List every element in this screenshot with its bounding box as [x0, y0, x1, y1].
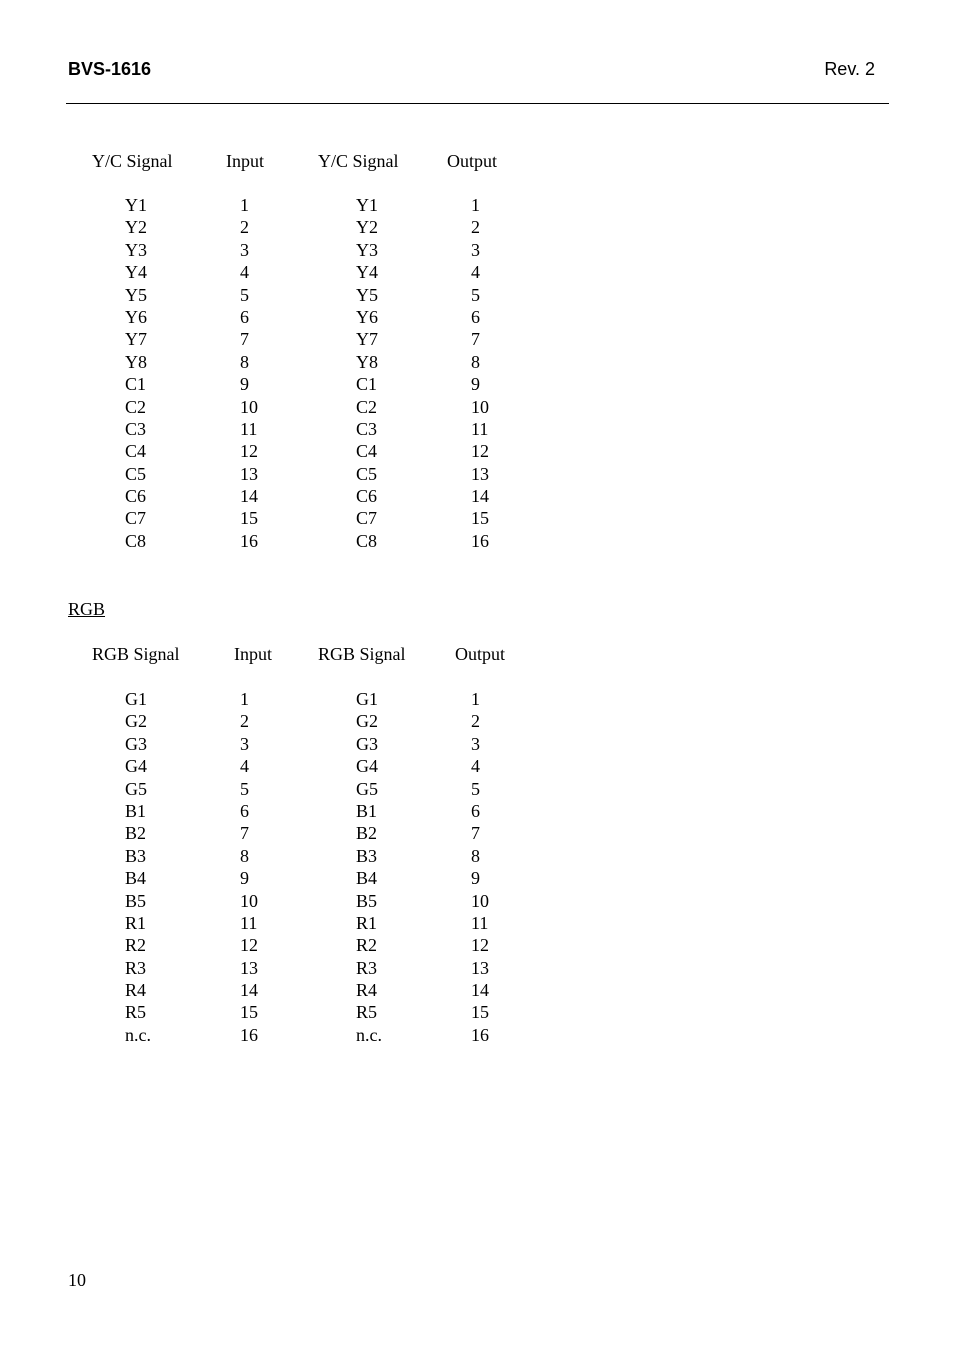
yc-cell-signal-in: C7 [125, 508, 147, 529]
rgb-table-row [0, 1025, 954, 1047]
rgb-cell-input: 10 [240, 890, 258, 911]
rgb-cell-input: 3 [240, 733, 249, 754]
rgb-section-label: RGB [68, 599, 106, 619]
rgb-cell-output: 12 [471, 935, 489, 956]
rgb-cell-input: 4 [240, 756, 249, 777]
rgb-cell-input: 11 [240, 912, 258, 933]
yc-header-signal-in: Y/C Signal [92, 151, 173, 171]
rgb-cell-signal-out: B2 [356, 823, 378, 844]
yc-header-input: Input [226, 151, 264, 171]
yc-cell-signal-in: Y1 [125, 195, 147, 215]
yc-cell-output: 16 [471, 530, 489, 551]
yc-cell-signal-out: C3 [356, 418, 378, 439]
yc-table-row [0, 441, 954, 463]
yc-cell-output: 9 [471, 374, 480, 395]
yc-cell-signal-out: C4 [356, 441, 378, 462]
yc-cell-signal-in: Y7 [125, 329, 147, 350]
rgb-cell-input: 2 [240, 711, 249, 732]
rgb-cell-output: 2 [471, 711, 480, 732]
rgb-cell-signal-in: n.c. [125, 1024, 151, 1045]
rgb-table-row [0, 711, 954, 733]
yc-cell-output: 8 [471, 351, 480, 372]
rgb-table-row [0, 823, 954, 845]
rgb-cell-signal-out: R4 [356, 980, 378, 1001]
rgb-cell-signal-in: G4 [125, 756, 147, 777]
rgb-cell-output: 5 [471, 778, 480, 799]
yc-table-row [0, 240, 954, 262]
yc-cell-output: 1 [471, 195, 480, 215]
yc-cell-signal-in: Y6 [125, 306, 147, 327]
yc-table-body [0, 195, 954, 553]
rgb-table-row [0, 868, 954, 890]
yc-table-row [0, 486, 954, 508]
rgb-table-row [0, 913, 954, 935]
yc-cell-signal-out: Y4 [356, 262, 378, 283]
rgb-cell-signal-in: R1 [125, 912, 147, 933]
rgb-table-row [0, 756, 954, 778]
rgb-cell-output: 6 [471, 800, 480, 821]
yc-cell-signal-out: Y8 [356, 351, 378, 372]
rgb-cell-input: 6 [240, 800, 249, 821]
yc-cell-output: 3 [471, 239, 480, 260]
yc-cell-output: 12 [471, 441, 489, 462]
yc-table-header [78, 151, 501, 173]
rgb-header-signal-in: RGB Signal [92, 644, 180, 664]
yc-table-row [0, 352, 954, 374]
rgb-table-row [0, 801, 954, 823]
yc-table-row [0, 419, 954, 441]
rgb-cell-signal-out: B3 [356, 845, 378, 866]
yc-cell-signal-in: Y8 [125, 351, 147, 372]
yc-cell-input: 15 [240, 508, 258, 529]
yc-cell-signal-in: Y4 [125, 262, 147, 283]
yc-cell-input: 9 [240, 374, 249, 395]
yc-cell-signal-in: C4 [125, 441, 147, 462]
yc-cell-signal-out: C1 [356, 374, 378, 395]
yc-header-output: Output [447, 151, 498, 171]
rgb-cell-output: 3 [471, 733, 480, 754]
rgb-cell-signal-out: R3 [356, 957, 378, 978]
rgb-cell-signal-out: G3 [356, 733, 378, 754]
rgb-cell-signal-in: R4 [125, 980, 147, 1001]
yc-cell-signal-out: Y6 [356, 306, 378, 327]
yc-table-row [0, 307, 954, 329]
yc-cell-input: 11 [240, 418, 258, 439]
yc-cell-output: 5 [471, 284, 480, 305]
yc-table-row [0, 329, 954, 351]
yc-cell-output: 15 [471, 508, 489, 529]
yc-cell-output: 6 [471, 306, 480, 327]
revision-label: Rev. 2 [824, 59, 875, 79]
yc-table-row [0, 374, 954, 396]
rgb-cell-output: 7 [471, 823, 480, 844]
rgb-cell-signal-out: B1 [356, 800, 378, 821]
rgb-cell-input: 8 [240, 845, 249, 866]
yc-cell-signal-in: C8 [125, 530, 147, 551]
rgb-table-row [0, 689, 954, 711]
yc-table-row [0, 531, 954, 553]
rgb-header-input: Input [234, 644, 272, 664]
rgb-cell-output: 16 [471, 1024, 489, 1045]
yc-cell-input: 2 [240, 217, 249, 238]
rgb-table-row [0, 891, 954, 913]
rgb-cell-output: 8 [471, 845, 480, 866]
yc-cell-signal-out: C6 [356, 486, 378, 507]
rgb-cell-signal-out: R2 [356, 935, 378, 956]
yc-cell-output: 10 [471, 396, 489, 417]
rgb-cell-output: 10 [471, 890, 489, 911]
yc-table-row [0, 217, 954, 239]
header-divider [66, 103, 889, 104]
rgb-table-row [0, 980, 954, 1002]
yc-table-row [0, 195, 954, 217]
yc-cell-signal-in: C3 [125, 418, 147, 439]
yc-cell-output: 2 [471, 217, 480, 238]
rgb-cell-signal-out: R1 [356, 912, 378, 933]
rgb-cell-input: 5 [240, 778, 249, 799]
rgb-table-row [0, 846, 954, 868]
rgb-cell-signal-out: R5 [356, 1002, 378, 1023]
yc-cell-signal-out: C5 [356, 463, 378, 484]
yc-cell-input: 10 [240, 396, 258, 417]
rgb-table-row [0, 779, 954, 801]
yc-cell-output: 11 [471, 418, 489, 439]
yc-table-row [0, 262, 954, 284]
rgb-cell-signal-in: G2 [125, 711, 147, 732]
yc-table-row [0, 464, 954, 486]
yc-cell-input: 13 [240, 463, 258, 484]
yc-cell-output: 13 [471, 463, 489, 484]
rgb-cell-input: 16 [240, 1024, 258, 1045]
rgb-cell-signal-in: B5 [125, 890, 147, 911]
document-title: BVS-1616 [68, 59, 152, 79]
yc-cell-input: 12 [240, 441, 258, 462]
yc-cell-signal-in: C1 [125, 374, 147, 395]
yc-cell-input: 5 [240, 284, 249, 305]
yc-cell-signal-out: C2 [356, 396, 378, 417]
yc-cell-signal-in: Y5 [125, 284, 147, 305]
rgb-header-output: Output [455, 644, 506, 664]
rgb-cell-input: 14 [240, 980, 258, 1001]
rgb-cell-signal-out: G5 [356, 778, 378, 799]
yc-cell-signal-in: C6 [125, 486, 147, 507]
rgb-table-row [0, 958, 954, 980]
rgb-table-row [0, 734, 954, 756]
rgb-cell-signal-out: B5 [356, 890, 378, 911]
yc-cell-signal-out: C7 [356, 508, 378, 529]
rgb-header-signal-out: RGB Signal [318, 644, 406, 664]
rgb-cell-input: 13 [240, 957, 258, 978]
page-number: 10 [68, 1270, 86, 1290]
yc-cell-signal-in: C5 [125, 463, 147, 484]
yc-cell-output: 4 [471, 262, 480, 283]
rgb-table-header [78, 644, 508, 666]
yc-table-row [0, 397, 954, 419]
rgb-cell-signal-out: G2 [356, 711, 378, 732]
yc-header-signal-out: Y/C Signal [318, 151, 399, 171]
yc-cell-input: 4 [240, 262, 249, 283]
yc-cell-signal-out: Y1 [356, 195, 378, 215]
yc-cell-signal-out: Y7 [356, 329, 378, 350]
yc-cell-input: 7 [240, 329, 249, 350]
rgb-cell-signal-in: R2 [125, 935, 147, 956]
yc-cell-input: 3 [240, 239, 249, 260]
rgb-cell-signal-in: B1 [125, 800, 147, 821]
yc-cell-signal-in: C2 [125, 396, 147, 417]
rgb-cell-signal-out: G4 [356, 756, 378, 777]
rgb-cell-output: 14 [471, 980, 489, 1001]
yc-cell-signal-out: Y3 [356, 239, 378, 260]
rgb-cell-output: 15 [471, 1002, 489, 1023]
yc-cell-output: 14 [471, 486, 489, 507]
rgb-cell-input: 1 [240, 689, 249, 709]
yc-table-row [0, 508, 954, 530]
yc-cell-signal-in: Y3 [125, 239, 147, 260]
yc-table-row [0, 285, 954, 307]
yc-cell-input: 8 [240, 351, 249, 372]
rgb-cell-output: 13 [471, 957, 489, 978]
rgb-cell-signal-in: G3 [125, 733, 147, 754]
rgb-cell-signal-in: G1 [125, 689, 147, 709]
rgb-cell-output: 11 [471, 912, 489, 933]
rgb-cell-signal-in: R5 [125, 1002, 147, 1023]
rgb-table-body [0, 689, 954, 1047]
rgb-cell-signal-in: B2 [125, 823, 147, 844]
rgb-cell-signal-out: n.c. [356, 1024, 382, 1045]
yc-cell-output: 7 [471, 329, 480, 350]
rgb-cell-signal-in: R3 [125, 957, 147, 978]
rgb-cell-input: 12 [240, 935, 258, 956]
rgb-cell-signal-in: G5 [125, 778, 147, 799]
rgb-cell-input: 15 [240, 1002, 258, 1023]
rgb-cell-signal-out: B4 [356, 868, 378, 889]
rgb-cell-signal-in: B3 [125, 845, 147, 866]
yc-cell-input: 14 [240, 486, 258, 507]
yc-cell-signal-out: Y2 [356, 217, 378, 238]
yc-cell-signal-out: Y5 [356, 284, 378, 305]
yc-cell-signal-in: Y2 [125, 217, 147, 238]
yc-cell-input: 16 [240, 530, 258, 551]
rgb-cell-output: 1 [471, 689, 480, 709]
rgb-cell-signal-in: B4 [125, 868, 147, 889]
yc-cell-input: 6 [240, 306, 249, 327]
rgb-table-row [0, 935, 954, 957]
rgb-cell-signal-out: G1 [356, 689, 378, 709]
yc-cell-input: 1 [240, 195, 249, 215]
rgb-cell-input: 7 [240, 823, 249, 844]
yc-cell-signal-out: C8 [356, 530, 378, 551]
rgb-cell-input: 9 [240, 868, 249, 889]
rgb-cell-output: 9 [471, 868, 480, 889]
rgb-table-row [0, 1002, 954, 1024]
rgb-cell-output: 4 [471, 756, 480, 777]
